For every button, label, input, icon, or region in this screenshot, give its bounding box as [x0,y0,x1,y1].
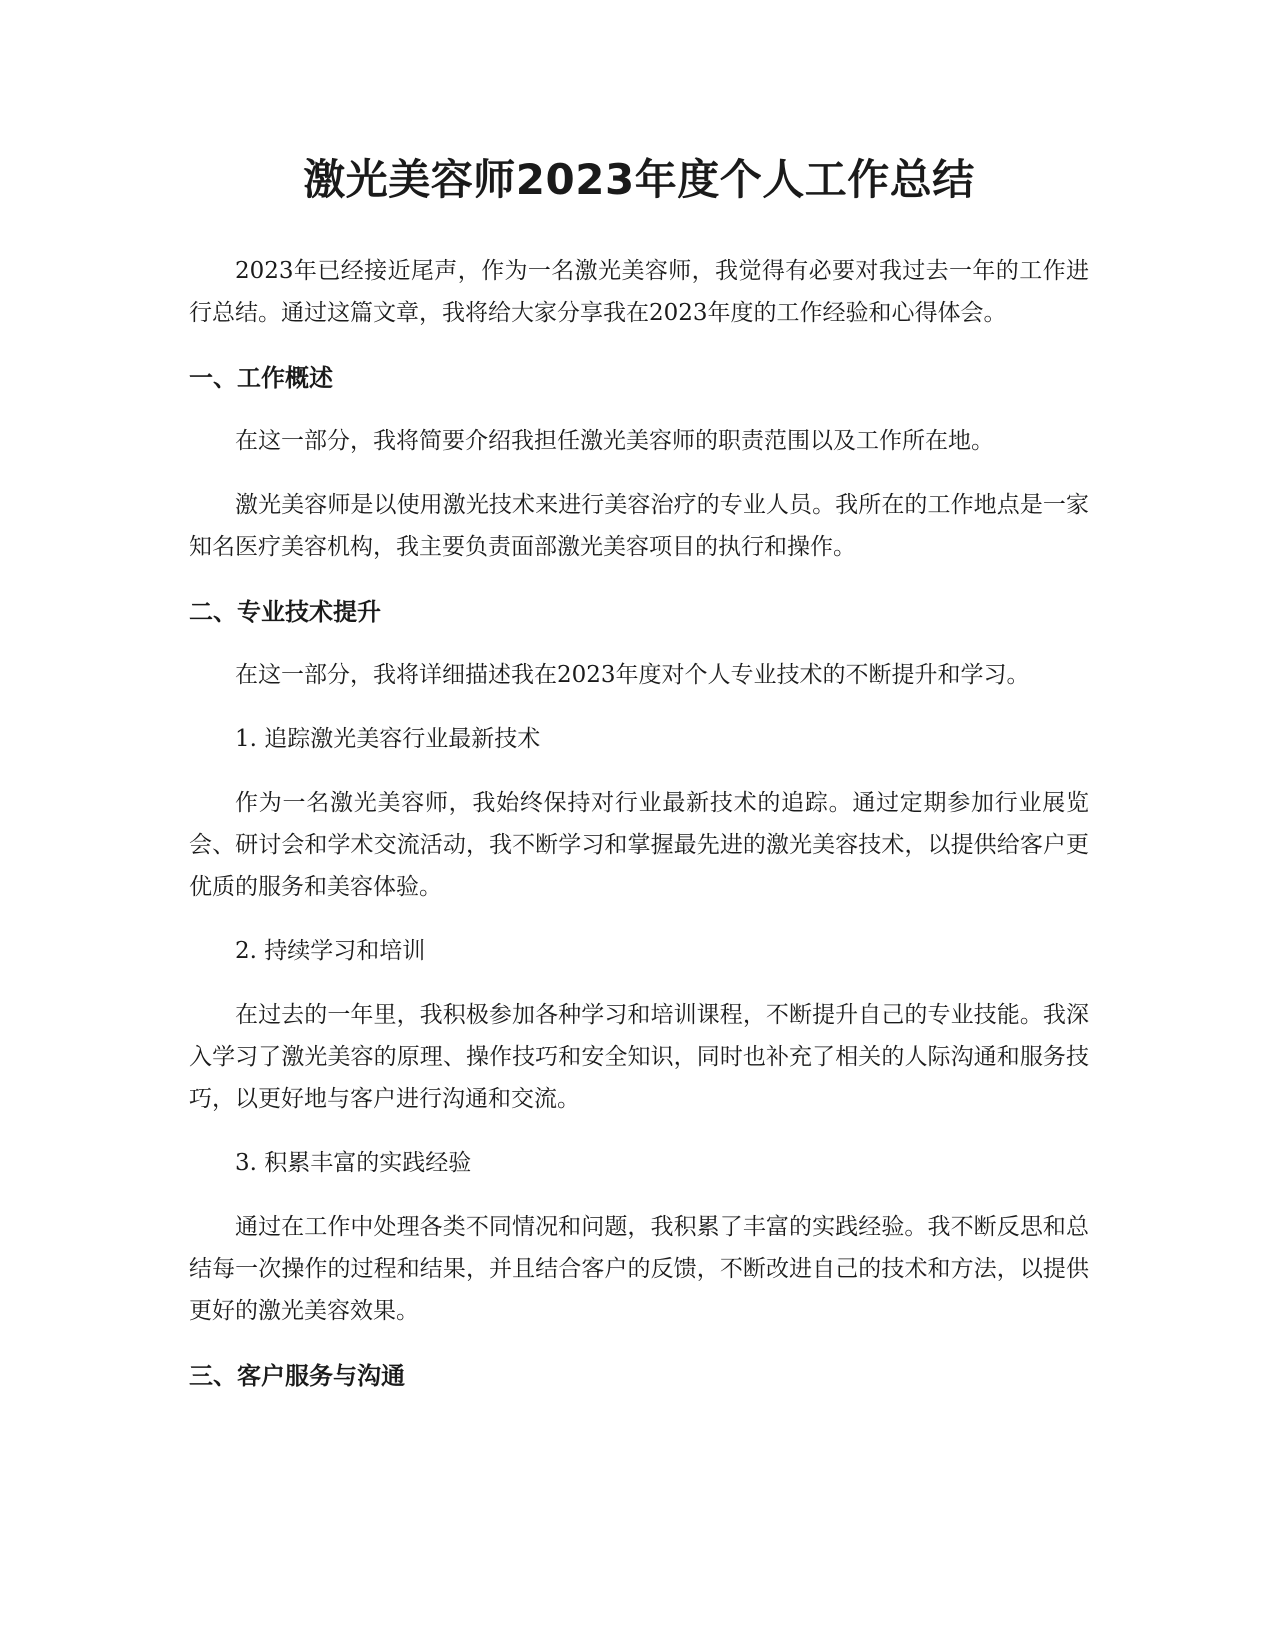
skills-item-1-label: 1. 追踪激光美容行业最新技术 [235,726,541,752]
intro-paragraph: 2023年已经接近尾声，作为一名激光美容师，我觉得有必要对我过去一年的工作进行总结。通过这篇文章，我将给大家分享我在2023年度的工作经验和心得体会。 [189,258,1089,326]
overview-paragraph-2: 激光美容师是以使用激光技术来进行美容治疗的专业人员。我所在的工作地点是一家知名医疗美容机构，我主要负责面部激光美容项目的执行和操作。 [189,492,1089,560]
document-title: 激光美容师2023年度个人工作总结 [303,155,975,204]
skills-item-3-label: 3. 积累丰富的实践经验 [235,1150,472,1176]
skills-item-1-text: 作为一名激光美容师，我始终保持对行业最新技术的追踪。通过定期参加行业展览会、研讨会和学术交流活动，我不断学习和掌握最先进的激光美容技术，以提供给客户更优质的服务和美容体验。 [189,790,1089,900]
section-heading-customer-service: 三、客户服务与沟通 [189,1362,405,1390]
document-body [189,150,1089,1418]
section-heading-overview: 一、工作概述 [189,364,333,392]
overview-paragraph-1: 在这一部分，我将简要介绍我担任激光美容师的职责范围以及工作所在地。 [235,428,994,454]
section-heading-skills: 二、专业技术提升 [189,598,381,626]
skills-item-3-text: 通过在工作中处理各类不同情况和问题，我积累了丰富的实践经验。我不断反思和总结每一次操作的过程和结果，并且结合客户的反馈，不断改进自己的技术和方法，以提供更好的激光美容效果。 [189,1214,1089,1324]
skills-item-2-label: 2. 持续学习和培训 [235,938,426,964]
skills-item-2-text: 在过去的一年里，我积极参加各种学习和培训课程，不断提升自己的专业技能。我深入学习了激光美容的原理、操作技巧和安全知识，同时也补充了相关的人际沟通和服务技巧，以更好地与客户进行沟通和交流。 [189,1002,1089,1112]
skills-intro-paragraph: 在这一部分，我将详细描述我在2023年度对个人专业技术的不断提升和学习。 [235,662,1030,688]
